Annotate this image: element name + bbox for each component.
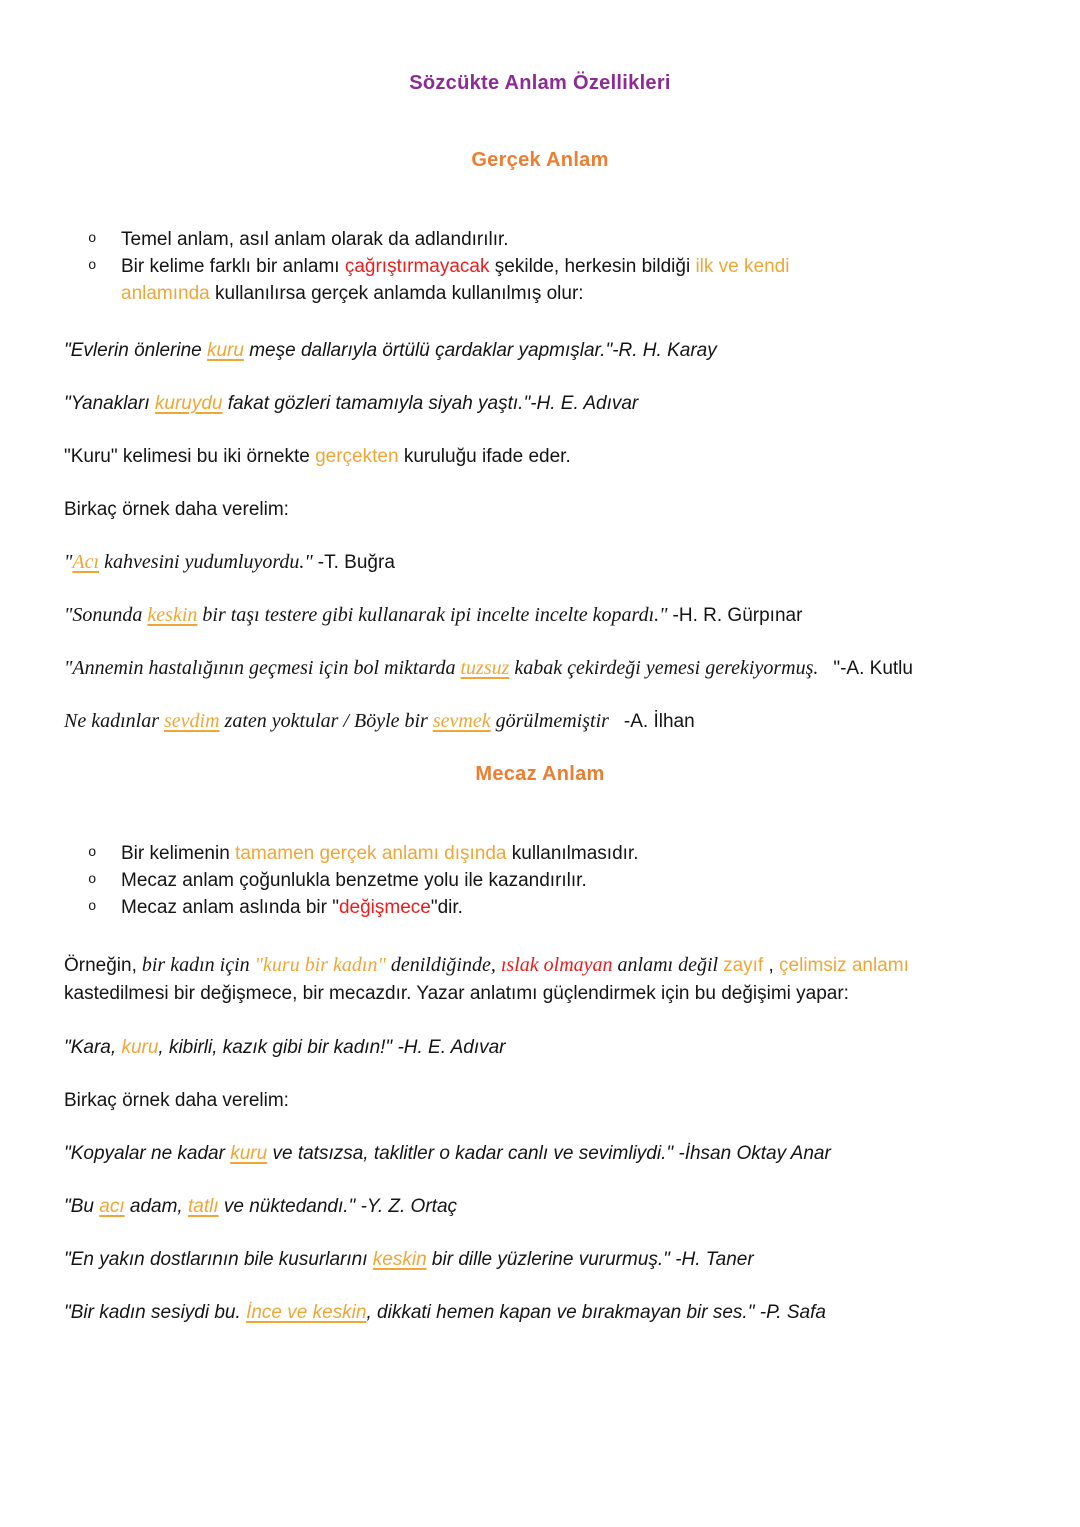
text-run: "Evlerin önlerine xyxy=(64,340,207,361)
emphasized-word: değişmece xyxy=(338,897,431,918)
text-run: Mecaz anlam çoğunlukla benzetme yolu ile kazandırılır. xyxy=(121,870,587,891)
text-run: "Yanakları xyxy=(64,393,155,414)
bullet-text xyxy=(121,226,509,253)
bullet-text xyxy=(121,894,463,921)
text-run: meşe dallarıyla örtülü çardaklar yapmışlar."-R. H. Karay xyxy=(243,340,717,361)
text-run: kabak çekirdeği yemesi gerekiyormuş. xyxy=(509,657,834,679)
highlighted-word: tatlı xyxy=(188,1196,219,1217)
text-run: kullanılmasıdır. xyxy=(506,843,639,864)
explanation-kuru xyxy=(64,443,1016,470)
highlighted-word: kuru xyxy=(121,1037,159,1058)
text-run: bir dille yüzlerine vururmuş." -H. Taner xyxy=(426,1249,754,1270)
text-run: "Bu xyxy=(64,1196,100,1217)
text-run: Bir kelimenin xyxy=(121,843,236,864)
bullet-marker-icon: o xyxy=(88,258,97,274)
lead-in-examples-2 xyxy=(64,1087,1016,1114)
text-run: "Bir kadın sesiydi bu. xyxy=(64,1302,247,1323)
text-run: Birkaç örnek daha verelim: xyxy=(64,499,289,520)
quote-ortac xyxy=(64,1193,1016,1220)
highlighted-word: kuru xyxy=(230,1143,268,1164)
text-run: "Kuru" kelimesi bu iki örnekte xyxy=(64,446,316,467)
text-run: -H. R. Gürpınar xyxy=(672,605,803,626)
text-run: Mecaz anlam aslında bir " xyxy=(121,897,339,918)
text-run: kahvesini yudumluyordu." xyxy=(99,551,318,573)
bullet-text xyxy=(121,840,638,867)
highlighted-word: gerçekten xyxy=(315,446,399,467)
text-run: Mecaz Anlam xyxy=(475,763,605,785)
highlighted-word: keskin xyxy=(372,1249,427,1270)
text-run: kastedilmesi bir değişmece, bir mecazdır. Yazar anlatımı güçlendirmek için bu değişimi yapar: xyxy=(64,955,915,1004)
text-run: zaten yoktular / Böyle bir xyxy=(219,710,433,732)
text-run: şekilde, herkesin bildiği xyxy=(489,256,696,277)
heading-mecaz-anlam xyxy=(64,761,1016,788)
quote-gurpinar xyxy=(64,602,1016,629)
text-run: ve tatsızsa, taklitler o kadar canlı ve sevimliydi." -İhsan Oktay Anar xyxy=(267,1143,831,1164)
bullet-item xyxy=(88,867,1016,894)
text-run: -A. İlhan xyxy=(623,711,695,732)
bullet-item xyxy=(88,894,1016,921)
highlighted-word: zayıf xyxy=(723,955,764,976)
text-run: "kuru bir kadın" xyxy=(254,954,386,976)
quote-anar xyxy=(64,1140,1016,1167)
quote-taner xyxy=(64,1246,1016,1273)
highlighted-word: ilk ve kendi anlamında xyxy=(121,256,795,304)
text-run: "dir. xyxy=(430,897,463,918)
text-run: "Sonunda xyxy=(64,604,148,626)
text-run: Gerçek Anlam xyxy=(471,149,609,171)
text-run: "Kopyalar ne kadar xyxy=(64,1143,231,1164)
quote-adivar-2 xyxy=(64,1034,1016,1061)
text-run: "-A. Kutlu xyxy=(833,658,913,679)
bullet-marker-icon: o xyxy=(88,845,97,861)
text-run: kullanılırsa gerçek anlamda kullanılmış olur: xyxy=(209,283,584,304)
text-run: denildiğinde, xyxy=(385,954,501,976)
bullet-list-mecaz-anlam xyxy=(64,840,1016,921)
text-run: "En yakın dostlarının bile kusurlarını xyxy=(64,1249,373,1270)
bullet-text xyxy=(121,867,587,894)
highlighted-word: kuru xyxy=(206,340,244,361)
lead-in-examples-1 xyxy=(64,496,1016,523)
quote-bugra xyxy=(64,549,1016,576)
text-run: kuruluğu ifade eder. xyxy=(398,446,571,467)
bullet-item xyxy=(88,253,1016,307)
highlighted-word: tamamen gerçek anlamı dışında xyxy=(235,843,507,864)
bullet-text xyxy=(121,253,845,307)
bullet-marker-icon: o xyxy=(88,899,97,915)
text-run: Temel anlam, asıl anlam olarak da adlandırılır. xyxy=(121,229,509,250)
text-run: adam, xyxy=(124,1196,188,1217)
highlighted-word: keskin xyxy=(147,604,198,626)
text-run: "Annemin hastalığının geçmesi için bol miktarda xyxy=(64,657,461,679)
doc-title xyxy=(64,70,1016,97)
emphasized-word: ıslak olmayan xyxy=(500,954,613,976)
bullet-item xyxy=(88,226,1016,253)
quote-karay xyxy=(64,337,1016,364)
bullet-marker-icon: o xyxy=(88,231,97,247)
highlighted-word: sevmek xyxy=(432,710,491,732)
highlighted-word: kuruydu xyxy=(154,393,223,414)
document-page xyxy=(64,70,1016,1326)
text-run: bir kadın için xyxy=(136,954,255,976)
text-run: " xyxy=(64,551,73,573)
text-run: Örneğin, xyxy=(64,955,137,976)
highlighted-word: çelimsiz anlamı xyxy=(779,955,909,976)
text-run: , kibirli, kazık gibi bir kadın!" -H. E. Adıvar xyxy=(158,1037,506,1058)
text-run: Bir kelime farklı bir anlamı xyxy=(121,256,345,277)
quote-safa xyxy=(64,1299,1016,1326)
text-run: anlamı değil xyxy=(612,954,724,976)
text-run: -T. Buğra xyxy=(317,552,395,573)
text-run: , dikkati hemen kapan ve bırakmayan bir ses." -P. Safa xyxy=(366,1302,826,1323)
bullet-item xyxy=(88,840,1016,867)
bullet-list-gercek-anlam xyxy=(64,226,1016,307)
text-run: ve nüktedandı." -Y. Z. Ortaç xyxy=(218,1196,458,1217)
paragraph-ornegin xyxy=(64,951,984,1008)
highlighted-word: İnce ve keskin xyxy=(246,1302,367,1323)
highlighted-word: tuzsuz xyxy=(460,657,510,679)
text-run: Ne kadınlar xyxy=(64,710,164,732)
quote-kutlu xyxy=(64,655,1016,682)
highlighted-word: sevdim xyxy=(164,710,220,732)
bullet-marker-icon: o xyxy=(88,872,97,888)
text-run: "Kara, xyxy=(64,1037,122,1058)
emphasized-word: çağrıştırmayacak xyxy=(344,256,490,277)
quote-ilhan xyxy=(64,708,1016,735)
highlighted-word: acı xyxy=(99,1196,125,1217)
text-run: fakat gözleri tamamıyla siyah yaştı."-H. E. Adıvar xyxy=(222,393,639,414)
quote-adivar-1 xyxy=(64,390,1016,417)
heading-gercek-anlam xyxy=(64,147,1016,174)
text-run: bir taşı testere gibi kullanarak ipi incelte incelte kopardı." xyxy=(197,604,673,626)
text-run: Sözcükte Anlam Özellikleri xyxy=(409,72,671,94)
text-run: , xyxy=(763,955,780,976)
text-run: görülmemiştir xyxy=(490,710,624,732)
text-run: Birkaç örnek daha verelim: xyxy=(64,1090,289,1111)
highlighted-word: Acı xyxy=(72,551,100,573)
